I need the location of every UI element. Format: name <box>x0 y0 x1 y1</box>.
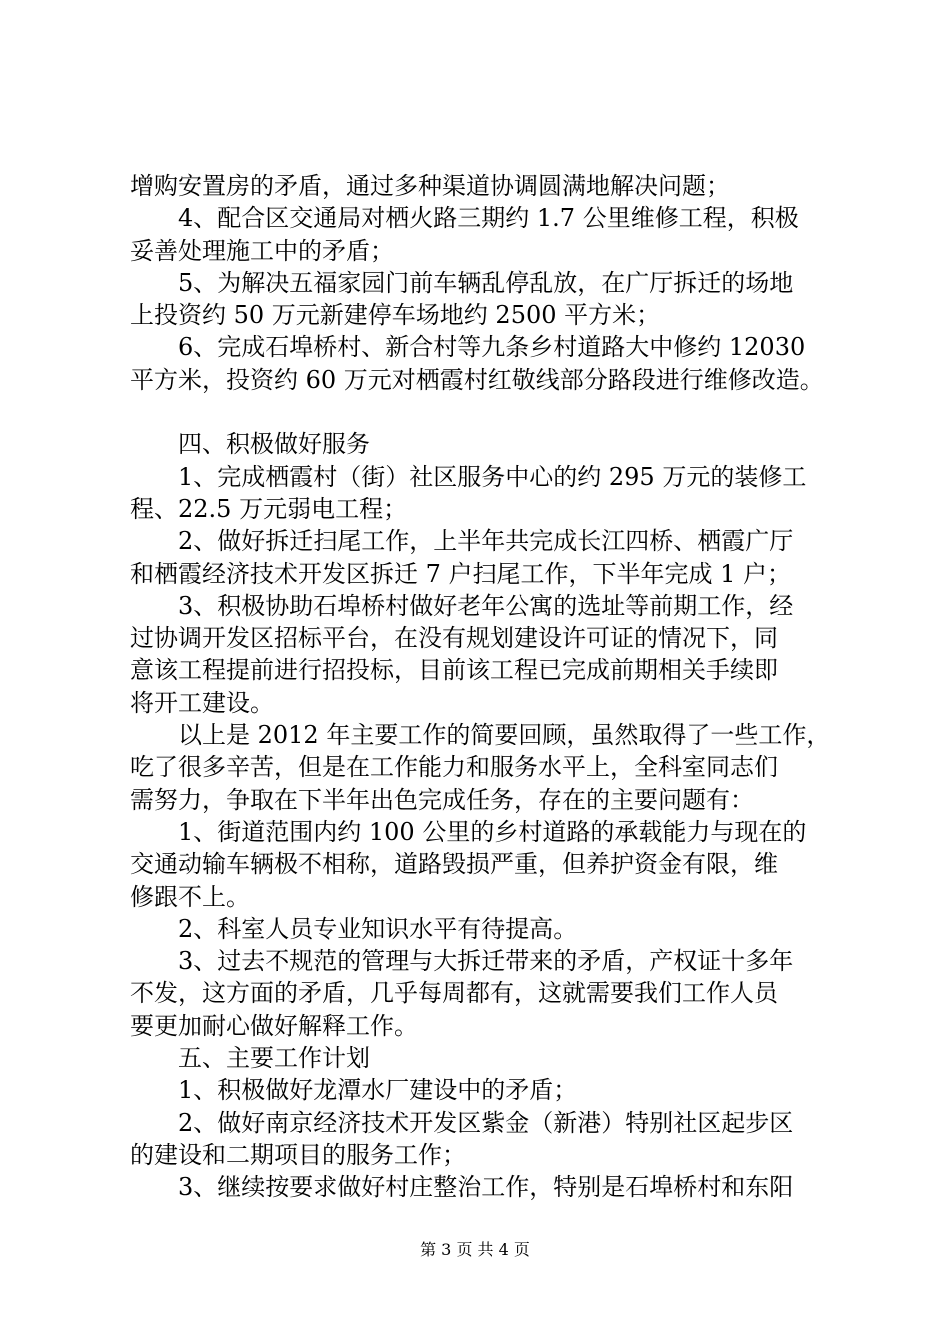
text-line: 6、完成石埠桥村、新合村等九条乡村道路大中修约 12030 <box>178 333 806 362</box>
text-line: 将开工建设。 <box>130 688 274 717</box>
text-line: 3、积极协助石埠桥村做好老年公寓的选址等前期工作，经 <box>178 591 794 620</box>
text-line: 过协调开发区招标平台，在没有规划建设许可证的情况下，同 <box>130 624 778 653</box>
text-line: 交通动输车辆极不相称，道路毁损严重，但养护资金有限，维 <box>130 850 778 879</box>
text-line: 妥善处理施工中的矛盾； <box>130 236 394 265</box>
text-line: 1、积极做好龙潭水厂建设中的矛盾； <box>178 1076 578 1105</box>
text-line: 2、做好南京经济技术开发区紫金（新港）特别社区起步区 <box>178 1108 794 1137</box>
text-line: 程、22.5 万元弱电工程； <box>130 494 408 523</box>
text-line: 意该工程提前进行招投标，目前该工程已完成前期相关手续即 <box>130 656 778 685</box>
text-line: 上投资约 50 万元新建停车场地约 2500 平方米； <box>130 301 661 330</box>
text-line: 平方米，投资约 60 万元对栖霞村红敬线部分路段进行维修改造。 <box>130 365 824 394</box>
text-line: 3、继续按要求做好村庄整治工作，特别是石埠桥村和东阳 <box>178 1173 794 1202</box>
text-line: 增购安置房的矛盾，通过多种渠道协调圆满地解决问题； <box>130 172 730 200</box>
text-line: 以上是 2012 年主要工作的简要回顾，虽然取得了一些工作， <box>178 721 831 750</box>
text-line: 4、配合区交通局对栖火路三期约 1.7 公里维修工程，积极 <box>178 204 799 233</box>
page-footer <box>0 1240 950 1260</box>
text-line: 要更加耐心做好解释工作。 <box>130 1011 418 1040</box>
text-line: 五、主要工作计划 <box>178 1044 370 1073</box>
text-line: 3、过去不规范的管理与大拆迁带来的矛盾，产权证十多年 <box>178 947 794 976</box>
paragraph-gap <box>130 396 835 428</box>
text-line: 不发，这方面的矛盾，几乎每周都有，这就需要我们工作人员 <box>130 979 778 1008</box>
text-line: 的建设和二期项目的服务工作； <box>130 1140 466 1169</box>
text-line: 1、街道范围内约 100 公里的乡村道路的承载能力与现在的 <box>178 817 807 846</box>
document-body <box>130 170 835 1204</box>
text-line: 5、为解决五福家园门前车辆乱停乱放，在广厅拆迁的场地 <box>178 268 794 297</box>
text-line: 和栖霞经济技术开发区拆迁 7 户扫尾工作，下半年完成 1 户； <box>130 559 792 588</box>
text-line: 1、完成栖霞村（街）社区服务中心的约 295 万元的装修工 <box>178 462 807 491</box>
text-line: 吃了很多辛苦，但是在工作能力和服务水平上，全科室同志们 <box>130 753 778 782</box>
text-line: 2、做好拆迁扫尾工作，上半年共完成长江四桥、栖霞广厅 <box>178 527 794 556</box>
text-line: 修跟不上。 <box>130 882 250 911</box>
text-line: 四、积极做好服务 <box>178 430 370 459</box>
page-number: 第 3 页 共 4 页 <box>420 1240 530 1259</box>
text-line: 需努力，争取在下半年出色完成任务，存在的主要问题有： <box>130 785 754 814</box>
text-line: 2、科室人员专业知识水平有待提高。 <box>178 914 578 943</box>
